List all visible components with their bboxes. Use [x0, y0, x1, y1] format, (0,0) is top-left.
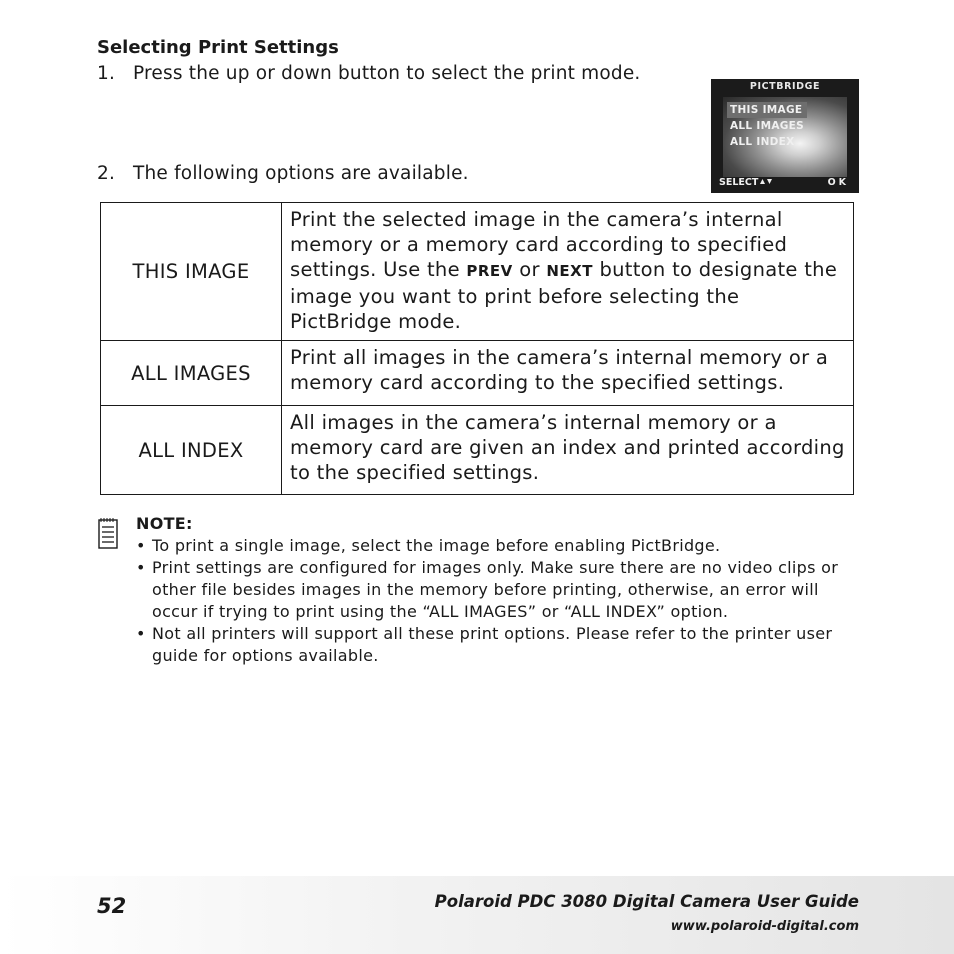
note-block [136, 513, 866, 667]
step-number: 1. [97, 63, 116, 84]
lcd-menu-item-this-image: THIS IMAGE [727, 102, 807, 118]
note-bullet: • Not all printers will support all these print options. Please refer to the printer user guide for options available. [136, 624, 833, 665]
note-bullet: • Print settings are configured for images only. Make sure there are no video clips or other file besides images in the memory before printing, otherwise, an error will occur if trying to print using the “ALL IMAGES” or “ALL INDEX” option. [136, 558, 839, 621]
lcd-menu [727, 102, 807, 150]
lcd-menu-item-all-index: ALL INDEX [730, 136, 795, 148]
website-url: www.polaroid-digital.com [670, 919, 859, 934]
guide-title: Polaroid PDC 3080 Digital Camera User Guide [434, 892, 859, 911]
option-description: Print the selected image in the camera’s internal memory or a memory card according to specified settings. Use the PREV or NEXT button to designate the image you want to print before selecting the PictBridge mode. [282, 203, 854, 341]
page-number: 52 [97, 894, 127, 918]
next-button-label: NEXT [546, 262, 593, 280]
step-text: Press the up or down button to select the print mode. [133, 63, 641, 84]
step-number: 2. [97, 163, 116, 184]
table-row [101, 406, 854, 495]
step-text: The following options are available. [133, 163, 469, 184]
print-options-table [100, 202, 854, 495]
note-bullet: • To print a single image, select the image before enabling PictBridge. [136, 536, 721, 555]
option-name: ALL IMAGES [101, 341, 282, 406]
lcd-footer [719, 177, 851, 190]
step-2 [97, 163, 469, 184]
lcd-select-label: SELECT [719, 177, 773, 188]
up-down-arrows-icon [759, 177, 773, 186]
option-name: THIS IMAGE [101, 203, 282, 341]
lcd-title: PICTBRIDGE [749, 81, 821, 92]
option-description: Print all images in the camera’s internal memory or a memory card according to the specified settings. [282, 341, 854, 406]
table-row [101, 203, 854, 341]
note-title: NOTE: [136, 514, 193, 533]
page-footer [0, 876, 954, 954]
prev-button-label: PREV [466, 262, 513, 280]
option-name: ALL INDEX [101, 406, 282, 495]
notepad-icon [98, 517, 118, 549]
table-row [101, 341, 854, 406]
step-1 [97, 63, 641, 84]
section-title: Selecting Print Settings [97, 37, 339, 58]
lcd-ok-label: OK [827, 177, 849, 188]
lcd-menu-item-all-images: ALL IMAGES [730, 120, 804, 132]
camera-lcd-screenshot [711, 79, 859, 193]
option-description: All images in the camera’s internal memory or a memory card are given an index and printed according to the specified settings. [282, 406, 854, 495]
